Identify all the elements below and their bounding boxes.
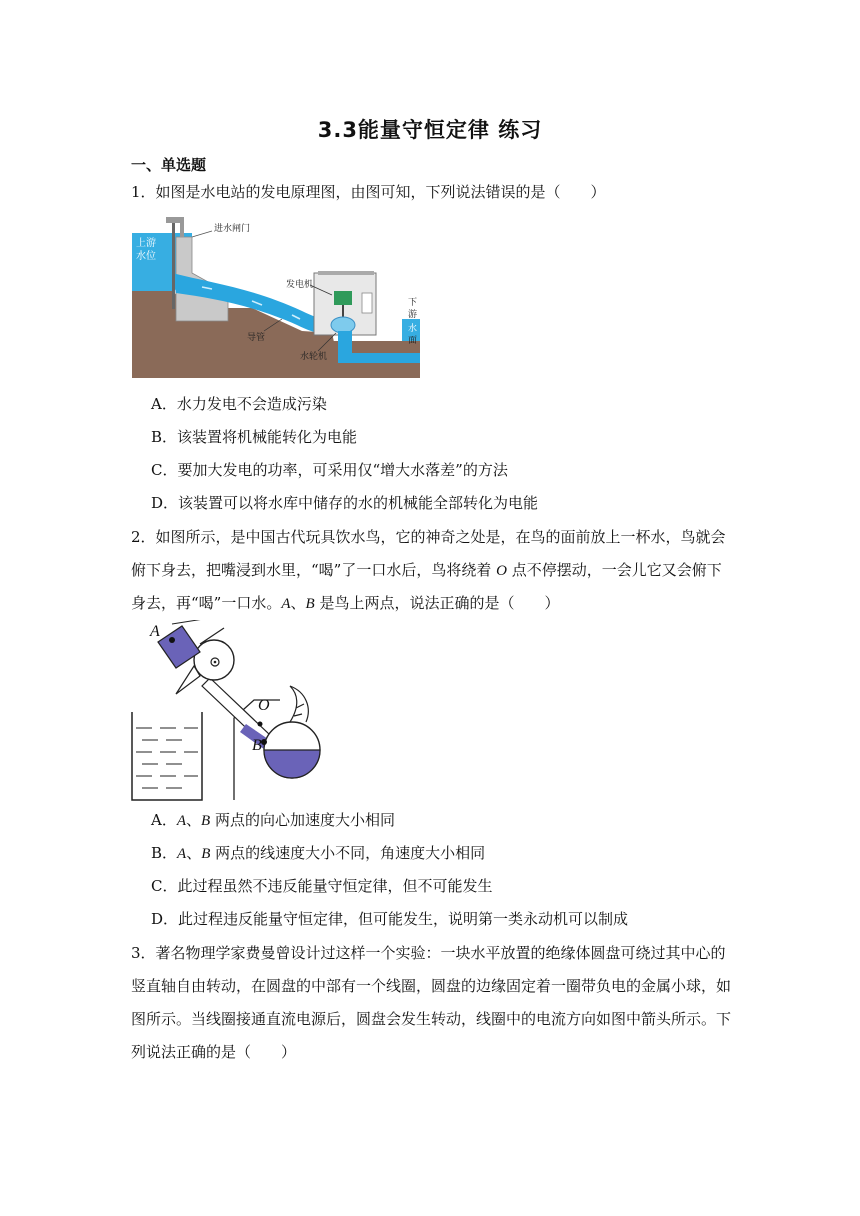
label-b: B (252, 737, 262, 754)
q1-option-b: B．该装置将机械能转化为电能 (151, 428, 358, 446)
question-3-line-1: 3．著名物理学家费曼曾设计过这样一个实验：一块水平放置的绝缘体圆盘可绕过其中心的 (131, 944, 726, 962)
question-3-line-3: 图所示。当线圈接通直流电源后，圆盘会发生转动，线圈中的电流方向如图中箭头所示。下 (131, 1010, 732, 1028)
label-generator: 发电机 (286, 280, 314, 290)
label-turbine: 水轮机 (300, 352, 328, 362)
label-upstream-2: 水位 (136, 251, 156, 262)
page-title: 3.3能量守恒定律 练习 (317, 118, 543, 142)
label-pipe: 导管 (247, 333, 266, 343)
var-o: O (496, 563, 507, 579)
q1-option-d: D．该装置可以将水库中储存的水的机械能全部转化为电能 (151, 494, 539, 512)
hydropower-diagram (132, 213, 420, 378)
drinking-bird-diagram (130, 620, 330, 802)
q2-option-a: A．A、B 两点的向心加速度大小相同 (151, 811, 395, 829)
label-upstream-1: 上游 (136, 238, 156, 249)
label-down-1: 下 (408, 298, 418, 308)
section-heading: 一、单选题 (131, 156, 207, 174)
label-o: O (258, 697, 270, 714)
q1-option-a: A．水力发电不会造成污染 (151, 395, 327, 413)
label-down-2: 游 (408, 310, 418, 320)
question-2-line-3: 身去，再“喝”一口水。A、B 是鸟上两点，说法正确的是（ ） (131, 594, 560, 612)
q2-option-d: D．此过程违反能量守恒定律，但可能发生，说明第一类永动机可以制成 (151, 910, 629, 928)
q2-option-b: B．A、B 两点的线速度大小不同，角速度大小相同 (151, 844, 486, 862)
q1-option-c: C．要加大发电的功率，可采用仅“增大水落差”的方法 (151, 461, 508, 479)
label-gate: 进水闸门 (214, 224, 251, 234)
question-1-stem: 1．如图是水电站的发电原理图，由图可知，下列说法错误的是（ ） (131, 183, 606, 201)
question-2-line-1: 2．如图所示，是中国古代玩具饮水鸟，它的神奇之处是，在鸟的面前放上一杯水，鸟就会 (131, 528, 726, 546)
label-a: A (150, 623, 160, 640)
q2-option-c: C．此过程虽然不违反能量守恒定律，但不可能发生 (151, 877, 493, 895)
label-down-4: 面 (408, 336, 418, 346)
question-3-line-4: 列说法正确的是（ ） (131, 1043, 297, 1061)
question-3-line-2: 竖直轴自由转动，在圆盘的中部有一个线圈，圆盘的边缘固定着一圈带负电的金属小球，如 (131, 977, 732, 995)
label-down-3: 水 (408, 324, 418, 334)
question-2-line-2: 俯下身去，把嘴浸到水里，“喝”了一口水后，鸟将绕着 O 点不停摆动，一会儿它又会俯下 (131, 561, 722, 579)
